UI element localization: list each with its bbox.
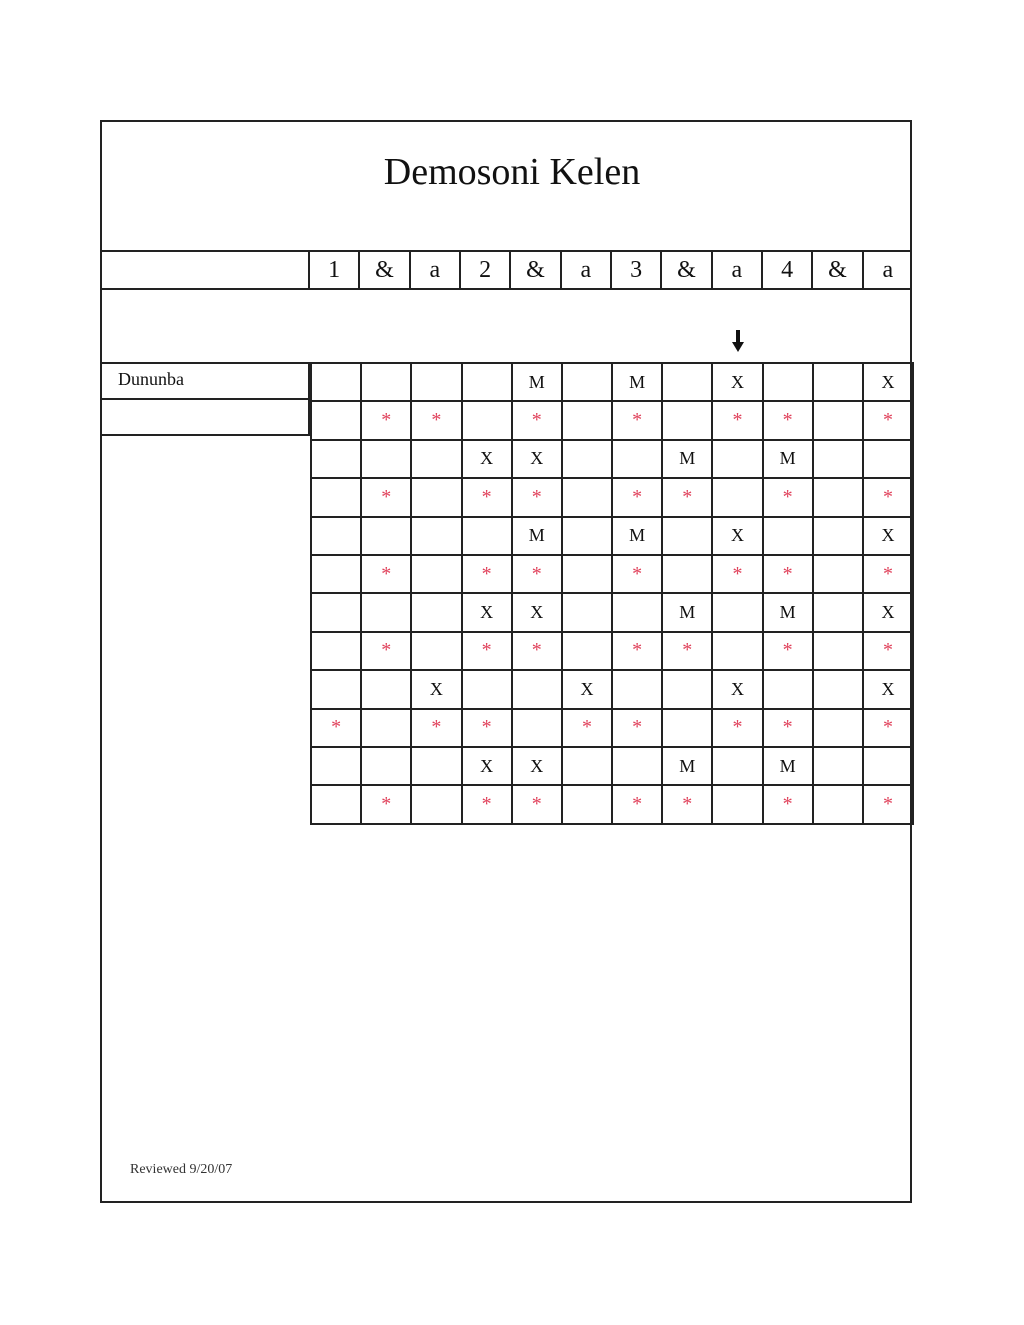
grid-row: [312, 786, 914, 824]
grid-cell: X: [864, 518, 914, 554]
grid-cell: M: [613, 364, 663, 400]
grid-cell: *: [613, 479, 663, 515]
grid-cell: [713, 786, 763, 822]
grid-cell: *: [864, 556, 914, 592]
grid-cell: *: [864, 786, 914, 822]
beat-header-cell: a: [882, 256, 894, 283]
instrument-label-dununba: Dununba: [100, 362, 310, 400]
grid-cell: [412, 594, 462, 630]
beat-header-row: [100, 250, 912, 290]
grid-row: [312, 671, 914, 709]
grid-cell: M: [764, 594, 814, 630]
grid-cell: [814, 786, 864, 822]
grid-cell: [663, 710, 713, 746]
grid-cell: M: [513, 518, 563, 554]
grid-row: [312, 441, 914, 479]
grid-cell: [412, 786, 462, 822]
grid-cell: [463, 364, 513, 400]
grid-cell: [312, 402, 362, 438]
grid-cell: [463, 671, 513, 707]
grid-cell: [312, 748, 362, 784]
grid-cell: [663, 671, 713, 707]
grid-cell: M: [663, 441, 713, 477]
grid-cell: *: [412, 402, 462, 438]
grid-cell: *: [312, 710, 362, 746]
grid-cell: [513, 671, 563, 707]
grid-cell: [312, 441, 362, 477]
grid-cell: *: [764, 786, 814, 822]
grid-cell: X: [513, 441, 563, 477]
grid-row: [312, 402, 914, 440]
beat-header-cell: 2: [461, 252, 511, 288]
grid-cell: *: [463, 556, 513, 592]
grid-cell: [613, 671, 663, 707]
grid-cell: [412, 479, 462, 515]
grid-cell: *: [764, 633, 814, 669]
grid-cell: *: [362, 556, 412, 592]
grid-cell: *: [663, 786, 713, 822]
grid-cell: [814, 633, 864, 669]
grid-cell: X: [713, 518, 763, 554]
grid-cell: *: [513, 633, 563, 669]
beat-header-cell: a: [713, 252, 763, 288]
grid-cell: [563, 441, 613, 477]
grid-cell: [563, 748, 613, 784]
page-title: Demosoni Kelen: [383, 151, 641, 193]
grid-cell: [312, 364, 362, 400]
grid-cell: X: [864, 594, 914, 630]
grid-cell: [864, 441, 914, 477]
grid-cell: [563, 518, 613, 554]
grid-cell: [412, 364, 462, 400]
grid-cell: [362, 710, 412, 746]
grid-cell: *: [864, 479, 914, 515]
grid-cell: [663, 556, 713, 592]
grid-row: [312, 479, 914, 517]
grid-cell: *: [412, 710, 462, 746]
pattern-grid: [310, 362, 914, 825]
grid-cell: X: [864, 364, 914, 400]
grid-cell: *: [764, 479, 814, 515]
grid-cell: *: [362, 402, 412, 438]
instrument-label-blank: [100, 398, 310, 436]
grid-cell: [663, 518, 713, 554]
grid-cell: *: [713, 556, 763, 592]
grid-cell: X: [563, 671, 613, 707]
grid-cell: X: [713, 671, 763, 707]
grid-cell: [613, 441, 663, 477]
grid-row: [312, 518, 914, 556]
grid-cell: X: [463, 441, 513, 477]
grid-cell: *: [362, 786, 412, 822]
grid-row: [312, 633, 914, 671]
grid-cell: [412, 633, 462, 669]
grid-cell: [814, 479, 864, 515]
grid-cell: [814, 594, 864, 630]
grid-cell: [312, 786, 362, 822]
grid-row: [312, 594, 914, 632]
grid-cell: X: [463, 594, 513, 630]
grid-cell: *: [563, 710, 613, 746]
beat-header-cell: &: [511, 252, 561, 288]
grid-row: [312, 710, 914, 748]
grid-cell: *: [513, 402, 563, 438]
grid-cell: [412, 518, 462, 554]
grid-cell: *: [613, 402, 663, 438]
grid-cell: [312, 671, 362, 707]
grid-cell: [463, 518, 513, 554]
beat-header-cell: &: [360, 252, 410, 288]
grid-cell: [563, 479, 613, 515]
grid-cell: *: [463, 786, 513, 822]
grid-cell: [563, 594, 613, 630]
grid-cell: *: [513, 556, 563, 592]
grid-cell: [312, 479, 362, 515]
grid-cell: *: [513, 786, 563, 822]
grid-cell: X: [513, 594, 563, 630]
grid-cell: M: [764, 441, 814, 477]
beat-header-cell: &: [813, 252, 863, 288]
grid-row: [312, 556, 914, 594]
grid-cell: X: [463, 748, 513, 784]
grid-cell: *: [764, 710, 814, 746]
grid-cell: *: [463, 710, 513, 746]
grid-cell: *: [864, 710, 914, 746]
grid-cell: M: [513, 364, 563, 400]
grid-cell: M: [764, 748, 814, 784]
grid-cell: [814, 364, 864, 400]
grid-cell: [713, 479, 763, 515]
beat-header-cell: a: [562, 252, 612, 288]
grid-cell: [563, 633, 613, 669]
grid-cell: *: [613, 786, 663, 822]
grid-cell: [563, 556, 613, 592]
grid-cell: [563, 364, 613, 400]
grid-cell: *: [864, 633, 914, 669]
grid-cell: *: [513, 479, 563, 515]
grid-cell: [713, 441, 763, 477]
grid-cell: *: [613, 556, 663, 592]
grid-cell: [814, 710, 864, 746]
grid-cell: X: [412, 671, 462, 707]
grid-cell: *: [864, 402, 914, 438]
grid-cell: [713, 594, 763, 630]
grid-cell: [764, 671, 814, 707]
beat-header-cell: 1: [310, 252, 360, 288]
grid-cell: [613, 594, 663, 630]
grid-cell: [362, 441, 412, 477]
grid-cell: [463, 402, 513, 438]
grid-cell: M: [613, 518, 663, 554]
grid-cell: *: [764, 556, 814, 592]
grid-cell: [663, 402, 713, 438]
grid-cell: X: [713, 364, 763, 400]
grid-cell: [613, 748, 663, 784]
grid-cell: X: [513, 748, 563, 784]
grid-cell: M: [663, 748, 713, 784]
grid-cell: [713, 748, 763, 784]
grid-row: [312, 748, 914, 786]
grid-cell: [312, 518, 362, 554]
grid-cell: *: [764, 402, 814, 438]
grid-cell: [312, 633, 362, 669]
grid-cell: [362, 594, 412, 630]
grid-cell: *: [713, 710, 763, 746]
grid-cell: [312, 594, 362, 630]
reviewed-date: Reviewed 9/20/07: [130, 1162, 233, 1177]
grid-cell: M: [663, 594, 713, 630]
grid-cell: [814, 441, 864, 477]
grid-cell: [814, 556, 864, 592]
beat-header-cell: a: [411, 252, 461, 288]
grid-row: [312, 364, 914, 402]
grid-cell: [864, 748, 914, 784]
grid-cell: [563, 786, 613, 822]
grid-cell: *: [613, 633, 663, 669]
grid-cell: [713, 633, 763, 669]
beat-header-cell: 3: [612, 252, 662, 288]
grid-cell: *: [613, 710, 663, 746]
grid-cell: [412, 556, 462, 592]
grid-cell: X: [864, 671, 914, 707]
grid-cell: [814, 748, 864, 784]
grid-cell: [814, 671, 864, 707]
grid-cell: [312, 556, 362, 592]
header-label-cell: [100, 252, 310, 288]
grid-cell: [362, 518, 412, 554]
grid-cell: [362, 364, 412, 400]
grid-cell: [764, 518, 814, 554]
grid-cell: *: [362, 633, 412, 669]
grid-cell: [412, 748, 462, 784]
beat-header-cell: &: [662, 252, 712, 288]
grid-cell: [764, 364, 814, 400]
beat-header-cell: 4: [763, 252, 813, 288]
grid-cell: [362, 748, 412, 784]
grid-cell: *: [713, 402, 763, 438]
down-arrow-icon: [732, 330, 744, 352]
grid-cell: [814, 518, 864, 554]
grid-cell: *: [663, 633, 713, 669]
grid-cell: [362, 671, 412, 707]
grid-cell: *: [362, 479, 412, 515]
grid-cell: [513, 710, 563, 746]
grid-cell: [563, 402, 613, 438]
grid-cell: [814, 402, 864, 438]
grid-cell: *: [463, 479, 513, 515]
grid-cell: *: [663, 479, 713, 515]
grid-cell: [412, 441, 462, 477]
grid-cell: [663, 364, 713, 400]
grid-cell: *: [463, 633, 513, 669]
